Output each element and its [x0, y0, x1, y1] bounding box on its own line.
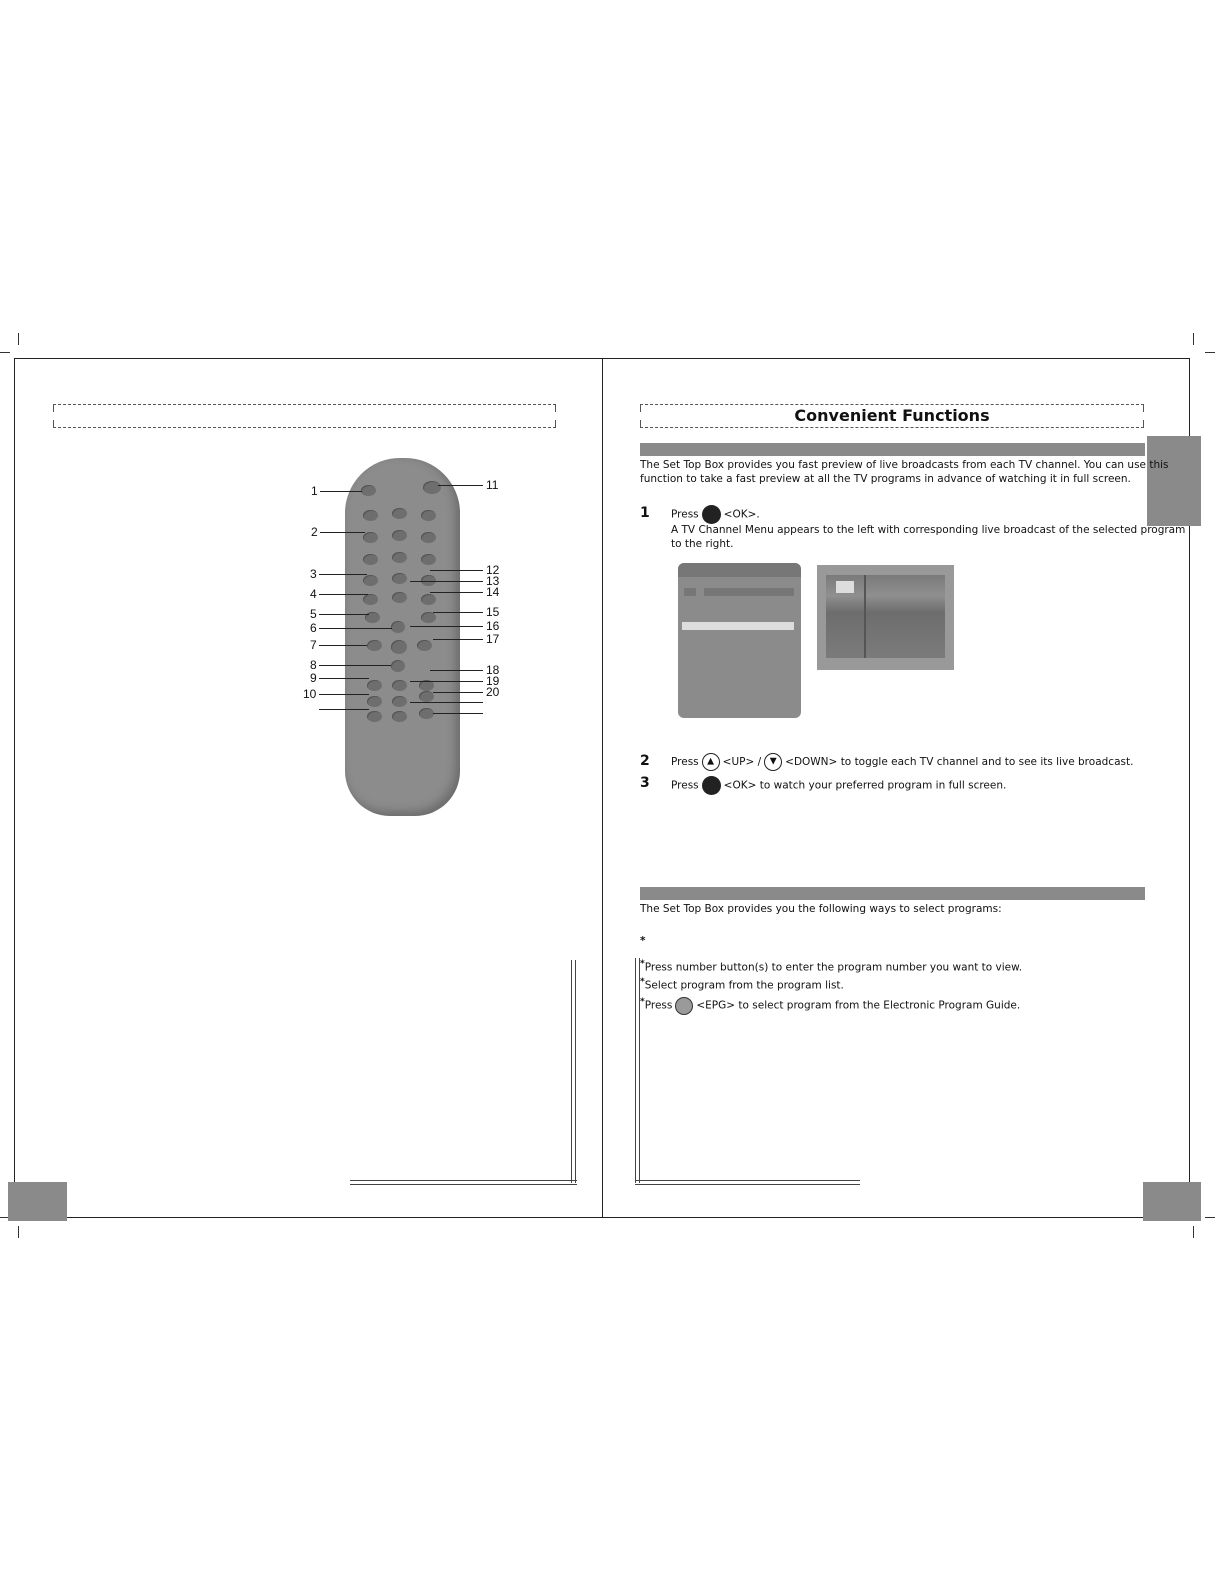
remote-label-4: 4 — [310, 587, 317, 601]
remote-label-12: 12 — [486, 563, 500, 577]
remote-label-15: 15 — [486, 605, 500, 619]
bullet-item-1: *Press number button(s) to enter the program number you want to view. — [640, 959, 1023, 974]
down-text: <DOWN> — [785, 756, 838, 768]
bullet-item-3: *Press <EPG> to select program from the Electronic Program Guide. — [640, 995, 1020, 1015]
left-page-frame — [14, 358, 603, 1218]
power-key — [423, 481, 441, 494]
remote-label-9: 9 — [310, 671, 317, 685]
remote-label-6: 6 — [310, 621, 317, 635]
up-arrow-icon: ▲ — [702, 753, 720, 771]
remote-control-image — [345, 458, 460, 816]
remote-label-20: 20 — [486, 685, 500, 699]
mute-key — [361, 485, 376, 496]
step-1-desc-line1: A TV Channel Menu appears to the left with corresponding live broadcast of the selected program — [671, 524, 1186, 536]
remote-label-10: 10 — [303, 687, 317, 701]
leader-line — [410, 581, 483, 582]
ok-key-icon — [702, 776, 721, 795]
right-page-number-block — [1143, 1182, 1201, 1221]
leader-line — [320, 491, 362, 492]
step-1-desc-line2: to the right. — [671, 538, 734, 550]
remote-label-2: 2 — [311, 525, 318, 539]
select-intro: The Set Top Box provides you the following ways to select programs: — [640, 903, 1002, 915]
remote-label-7: 7 — [310, 638, 317, 652]
remote-label-3: 3 — [310, 567, 317, 581]
crop-mark — [1193, 1226, 1194, 1238]
leader-line — [319, 628, 392, 629]
step-3-number: 3 — [640, 775, 650, 791]
leader-line — [319, 694, 369, 695]
remote-label-18: 18 — [486, 663, 500, 677]
live-preview-image — [817, 565, 954, 670]
crop-mark — [1205, 1217, 1215, 1218]
remote-label-8: 8 — [310, 658, 317, 672]
section-title: Convenient Functions — [794, 406, 990, 425]
up-text: <UP> — [722, 756, 755, 768]
leader-line — [319, 574, 367, 575]
bullet-item-2: *Select program from the program list. — [640, 977, 844, 992]
subsection-bar — [640, 887, 1145, 900]
remote-label-13: 13 — [486, 574, 500, 588]
step-3-rest: <OK> to watch your preferred program in full screen. — [723, 779, 1007, 792]
leader-line — [438, 485, 483, 486]
ok-text: <OK>. — [723, 508, 760, 521]
slash-text: / — [757, 756, 762, 768]
decorative-rule — [571, 960, 576, 1183]
leader-line — [433, 713, 483, 714]
leader-line — [319, 709, 369, 710]
press-text: Press — [671, 508, 699, 521]
leader-line — [319, 665, 391, 666]
step-3-line — [671, 776, 1006, 795]
selected-channel-highlight — [682, 622, 794, 630]
leader-line — [430, 570, 483, 571]
epg-key-icon — [675, 997, 693, 1015]
press-text: Press — [671, 779, 699, 792]
intro-text-line1: The Set Top Box provides you fast preview of live broadcasts from each TV channel. You can use this — [640, 459, 1169, 471]
leader-line — [320, 532, 365, 533]
remote-label-14: 14 — [486, 585, 500, 599]
decorative-rule — [350, 1180, 577, 1185]
left-section-header-box — [53, 404, 556, 428]
remote-label-1: 1 — [311, 484, 318, 498]
ok-key-icon — [702, 505, 721, 524]
bullet-star: * — [640, 935, 646, 947]
crop-mark — [0, 352, 10, 353]
step-1-line — [671, 505, 760, 524]
leader-line — [410, 702, 483, 703]
leader-line — [410, 626, 483, 627]
decorative-rule — [635, 958, 640, 1183]
leader-line — [319, 614, 369, 615]
crop-mark — [18, 1226, 19, 1238]
leader-line — [319, 645, 367, 646]
leader-line — [410, 681, 483, 682]
leader-line — [319, 678, 369, 679]
side-chapter-tab — [1147, 436, 1201, 526]
leader-line — [319, 594, 368, 595]
remote-label-11: 11 — [486, 478, 499, 492]
tv-channel-menu-image — [678, 563, 801, 718]
crop-mark — [1193, 333, 1194, 345]
down-arrow-icon: ▼ — [764, 753, 782, 771]
leader-line — [430, 592, 483, 593]
crop-mark — [1205, 352, 1215, 353]
leader-line — [433, 639, 483, 640]
step-2-line — [671, 753, 1133, 771]
remote-label-5: 5 — [310, 607, 317, 621]
remote-label-17: 17 — [486, 632, 500, 646]
left-page-number-block — [8, 1182, 67, 1221]
decorative-rule — [635, 1180, 860, 1185]
intro-text-line2: function to take a fast preview at all the TV programs in advance of watching it in full screen. — [640, 473, 1131, 485]
step-1-number: 1 — [640, 505, 650, 521]
remote-label-16: 16 — [486, 619, 500, 633]
leader-line — [433, 692, 483, 693]
leader-line — [430, 670, 483, 671]
step-2-rest: to toggle each TV channel and to see its live broadcast. — [840, 756, 1134, 768]
crop-mark — [18, 333, 19, 345]
step-2-number: 2 — [640, 753, 650, 769]
leader-line — [433, 612, 483, 613]
subsection-bar — [640, 443, 1145, 456]
press-text: Press — [671, 756, 699, 768]
right-section-header-box — [640, 404, 1144, 428]
remote-label-19: 19 — [486, 674, 500, 688]
